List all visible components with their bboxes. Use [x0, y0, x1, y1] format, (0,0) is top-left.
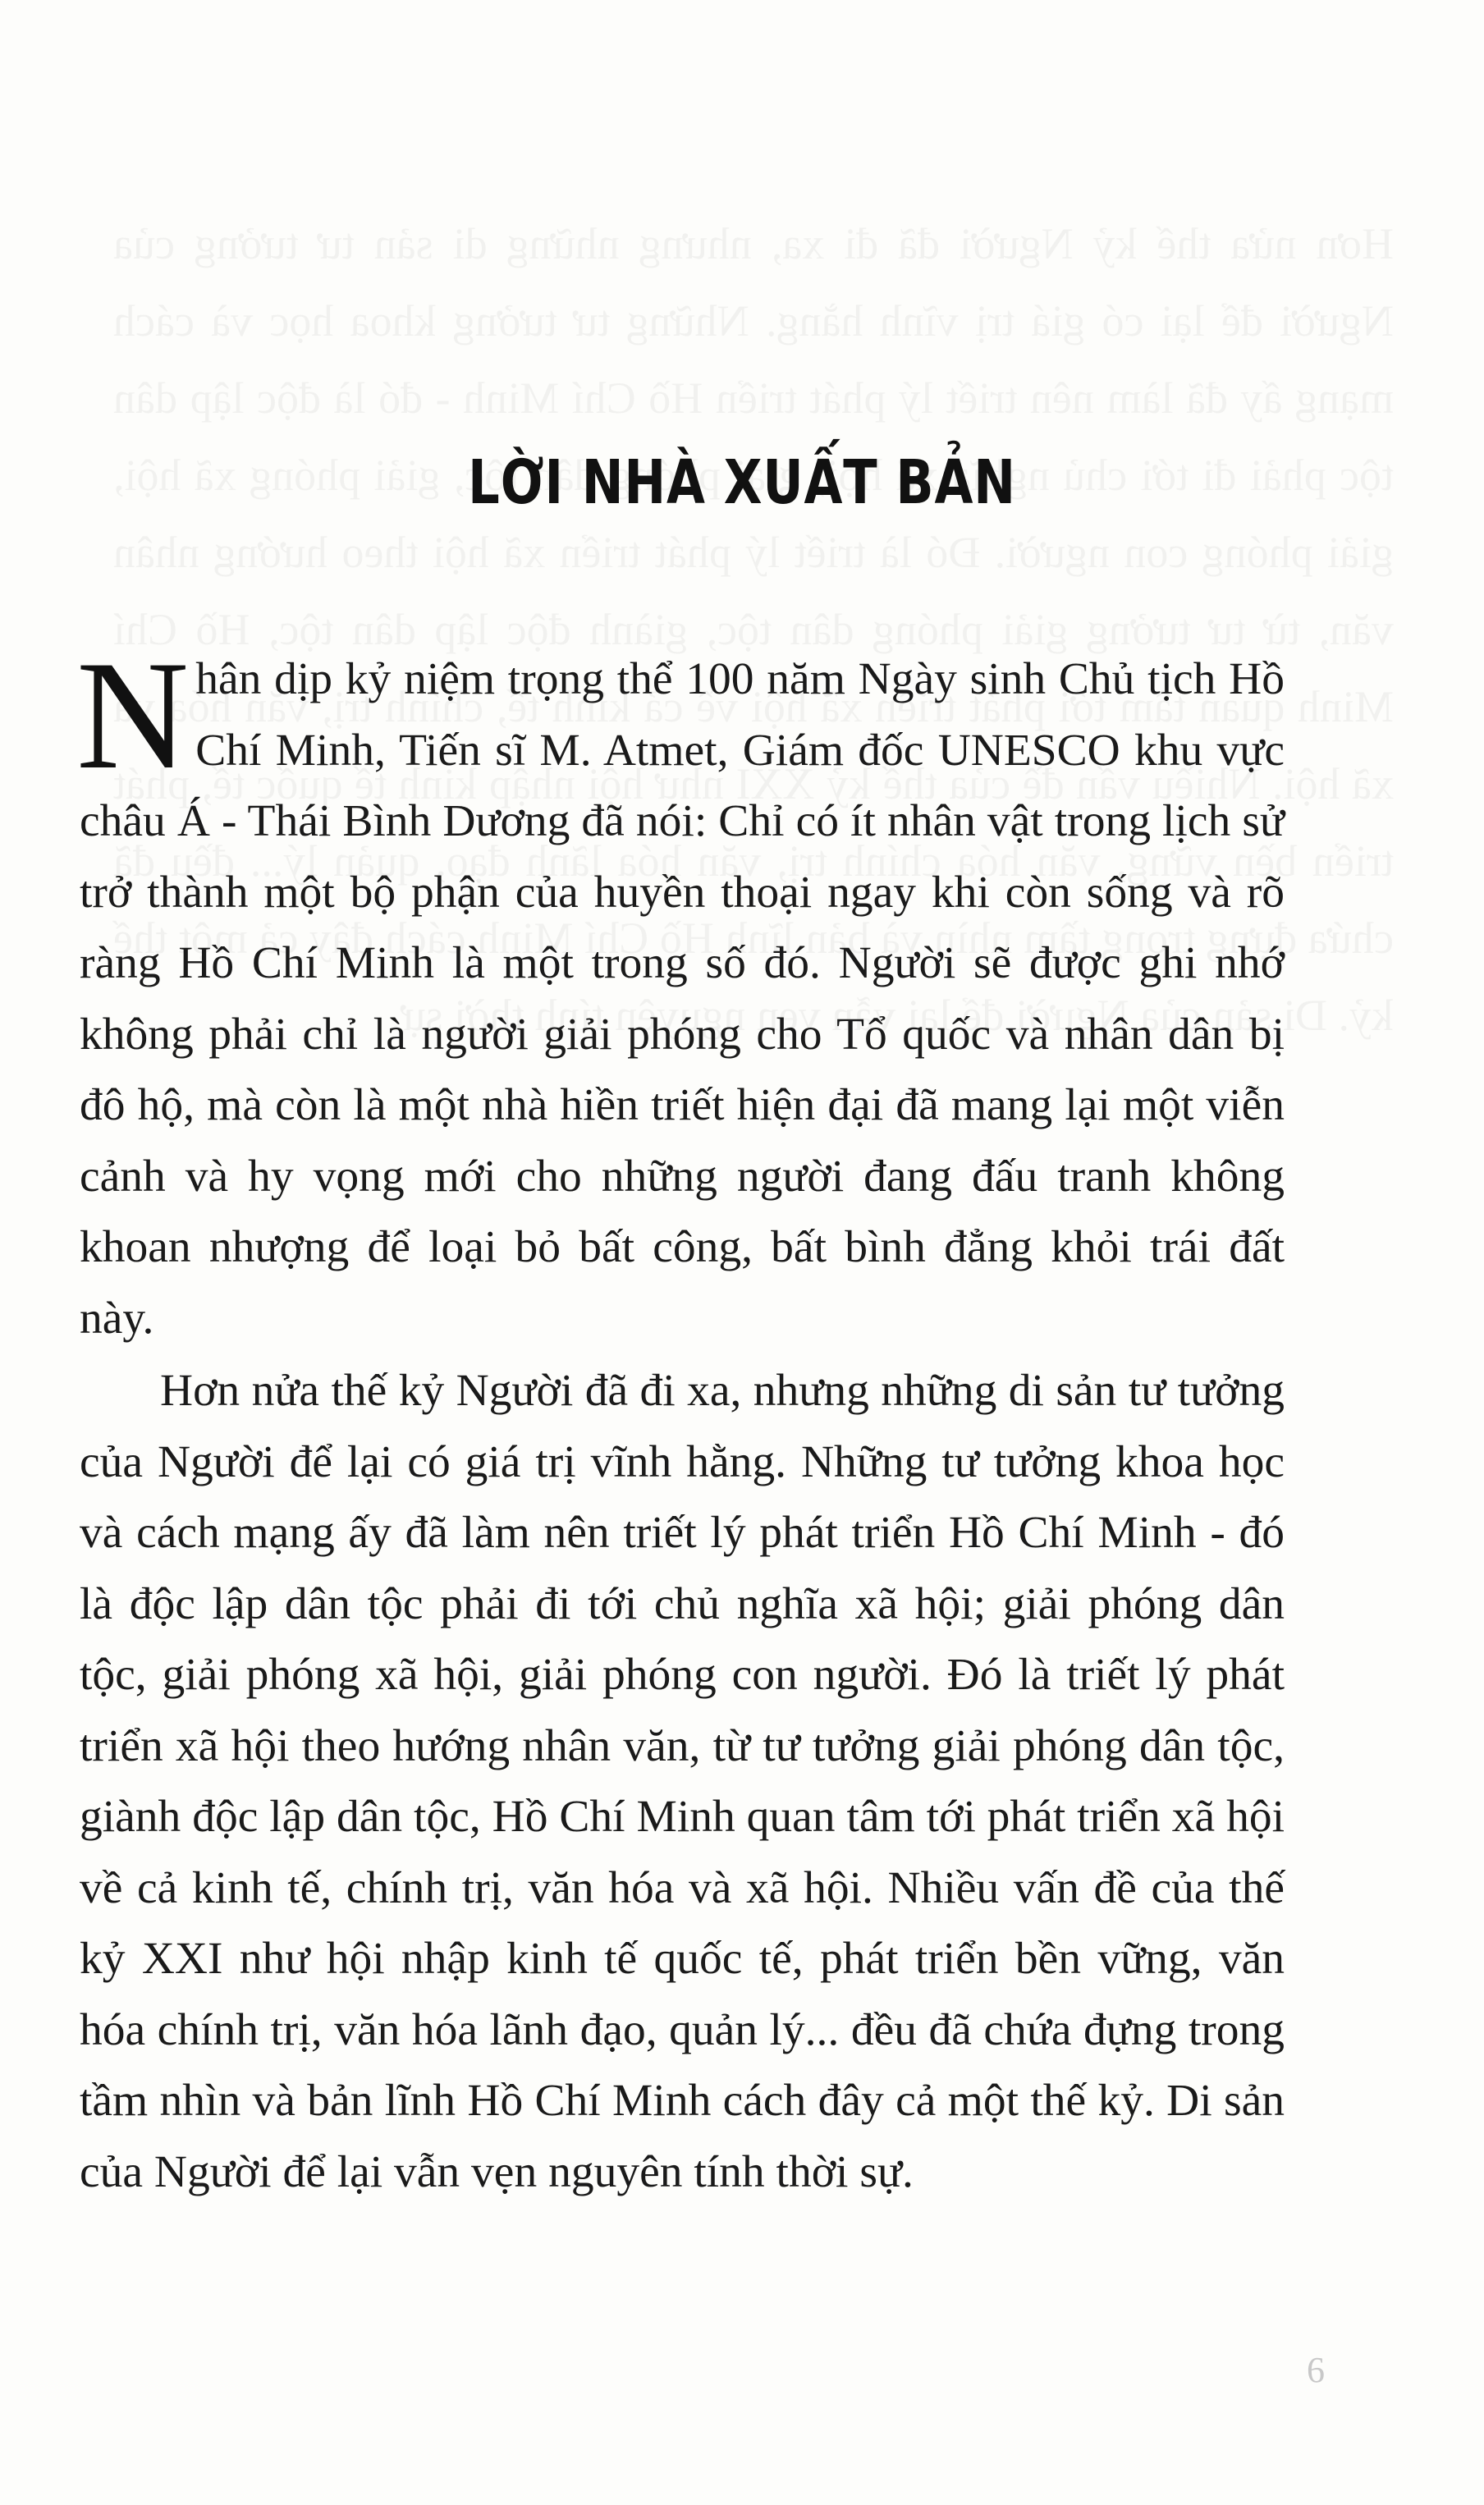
paragraph-1 — [76, 630, 1285, 1354]
drop-cap: N — [76, 630, 190, 802]
body-text — [76, 630, 1285, 2208]
page-title: LỜI NHÀ XUẤT BẢN — [468, 447, 1016, 518]
paragraph-1-text: hân dịp kỷ niệm trọng thể 100 năm Ngày sinh Chủ tịch Hồ Chí Minh, Tiến sĩ M. Atmet, Giám đốc UNESCO khu vực châu Á - Thái Bình Dương đã nói: Chỉ có ít nhân vật trong lịch sử trở thành một bộ phận của huyền thoại ngay khi còn sống và rõ ràng Hồ Chí Minh là một trong số đó. Người sẽ được ghi nhớ không phải chỉ là người giải phóng cho Tổ quốc và nhân dân bị đô hộ, mà còn là một nhà hiền triết hiện đại đã mang lại một viễn cảnh và hy vọng mới cho những người đang đấu tranh không khoan nhượng để loại bỏ bất công, bất bình đẳng khỏi trái đất này. — [80, 654, 1285, 1344]
paragraph-2: Hơn nửa thế kỷ Người đã đi xa, nhưng những di sản tư tưởng của Người để lại có giá trị vĩnh hằng. Những tư tưởng khoa học và cách mạng ấy đã làm nên triết lý phát triển Hồ Chí Minh - đó là độc lập dân tộc phải đi tới chủ nghĩa xã hội; giải phóng dân tộc, giải phóng xã hội, giải phóng con người. Đó là triết lý phát triển xã hội theo hướng nhân văn, từ tư tưởng giải phóng dân tộc, giành độc lập dân tộc, Hồ Chí Minh quan tâm tới phát triển xã hội về cả kinh tế, chính trị, văn hóa và xã hội. Nhiều vấn đề của thế kỷ XXI như hội nhập kinh tế quốc tế, phát triển bền vững, văn hóa chính trị, văn hóa lãnh đạo, quản lý... đều đã chứa đựng trong tầm nhìn và bản lĩnh Hồ Chí Minh cách đây cả một thế kỷ. Di sản của Người để lại vẫn vẹn nguyên tính thời sự. — [80, 1366, 1285, 2197]
page-number: 6 — [1307, 2350, 1325, 2390]
